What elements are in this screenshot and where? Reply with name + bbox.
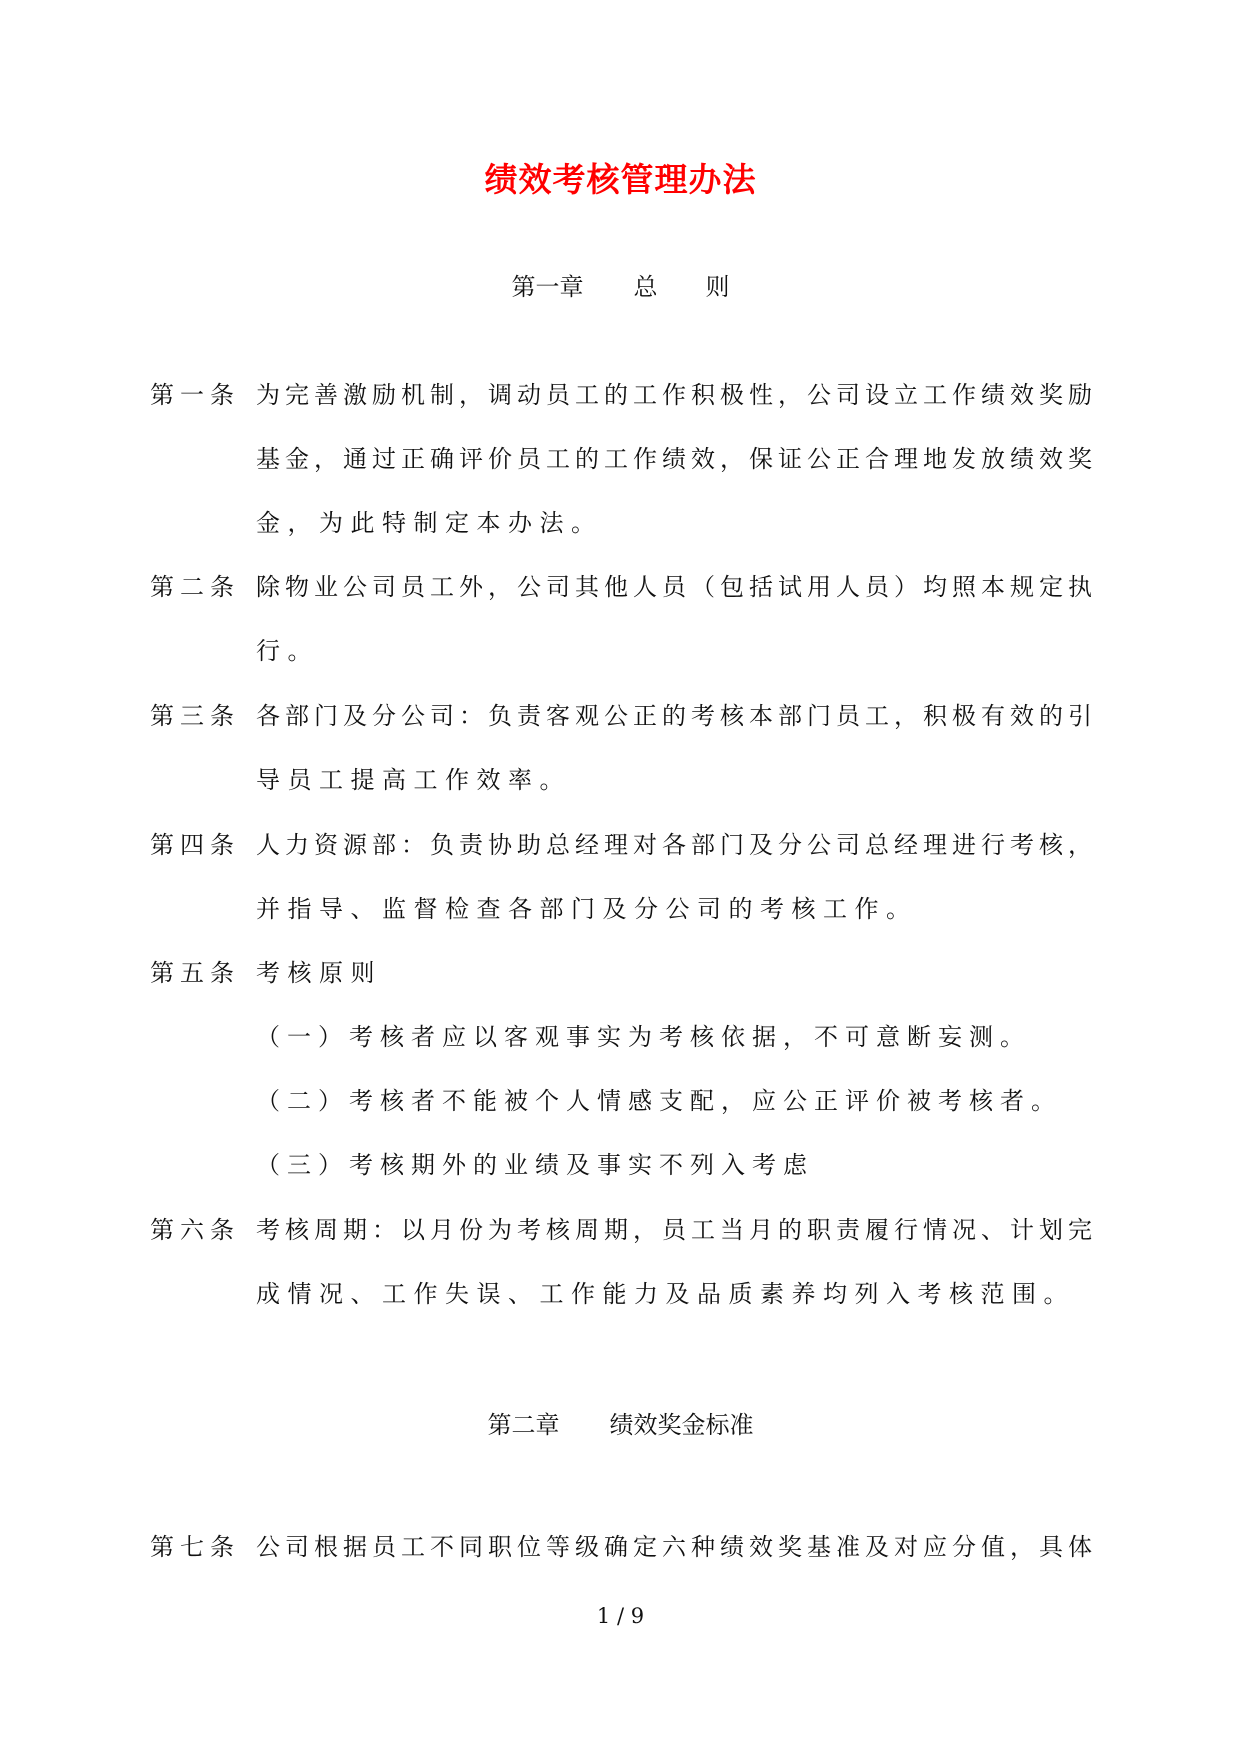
article-text-line: 考核原则 (256, 959, 382, 987)
principle-item: （二）考核者不能被个人情感支配，应公正评价被考核者。 (256, 1087, 1062, 1115)
article-label: 第一条 (150, 381, 240, 409)
article-text-line: 行。 (256, 637, 319, 665)
article-label: 第三条 (150, 702, 240, 730)
chapter-name: 总 则 (633, 273, 730, 301)
chapter-name: 绩效奖金标准 (609, 1411, 754, 1439)
article-text-line: 金，为此特制定本办法。 (256, 509, 603, 537)
principle-item: （一）考核者应以客观事实为考核依据，不可意断妄测。 (256, 1023, 1031, 1051)
article-label: 第五条 (150, 959, 240, 987)
article-label: 第四条 (150, 831, 240, 859)
article-text-line: 除物业公司员工外，公司其他人员（包括试用人员）均照本规定执 (256, 573, 1096, 601)
article-label: 第六条 (150, 1216, 240, 1244)
chapter-number: 第二章 (487, 1411, 560, 1439)
article-text-line: 成情况、工作失误、工作能力及品质素养均列入考核范围。 (256, 1280, 1075, 1308)
article-text-line: 公司根据员工不同职位等级确定六种绩效奖基准及对应分值，具体 (256, 1533, 1096, 1561)
article-text-line: 各部门及分公司：负责客观公正的考核本部门员工，积极有效的引 (256, 702, 1096, 730)
page-number: 1 / 9 (596, 1604, 645, 1628)
article-text-line: 基金，通过正确评价员工的工作绩效，保证公正合理地发放绩效奖 (256, 445, 1096, 473)
principle-item: （三）考核期外的业绩及事实不列入考虑 (256, 1151, 814, 1179)
document-title: 绩效考核管理办法 (484, 160, 757, 199)
article-text-line: 导员工提高工作效率。 (256, 766, 571, 794)
article-text-line: 考核周期：以月份为考核周期，员工当月的职责履行情况、计划完 (256, 1216, 1096, 1244)
article-label: 第七条 (150, 1533, 240, 1561)
article-label: 第二条 (150, 573, 240, 601)
article-text-line: 人力资源部：负责协助总经理对各部门及分公司总经理进行考核， (256, 831, 1096, 859)
article-text-line: 并指导、监督检查各部门及分公司的考核工作。 (256, 895, 918, 923)
chapter-heading-2 (0, 1410, 1241, 1440)
chapter-heading-1 (0, 272, 1241, 302)
chapter-number: 第一章 (511, 273, 584, 301)
article-text-line: 为完善激励机制，调动员工的工作积极性，公司设立工作绩效奖励 (256, 381, 1096, 409)
